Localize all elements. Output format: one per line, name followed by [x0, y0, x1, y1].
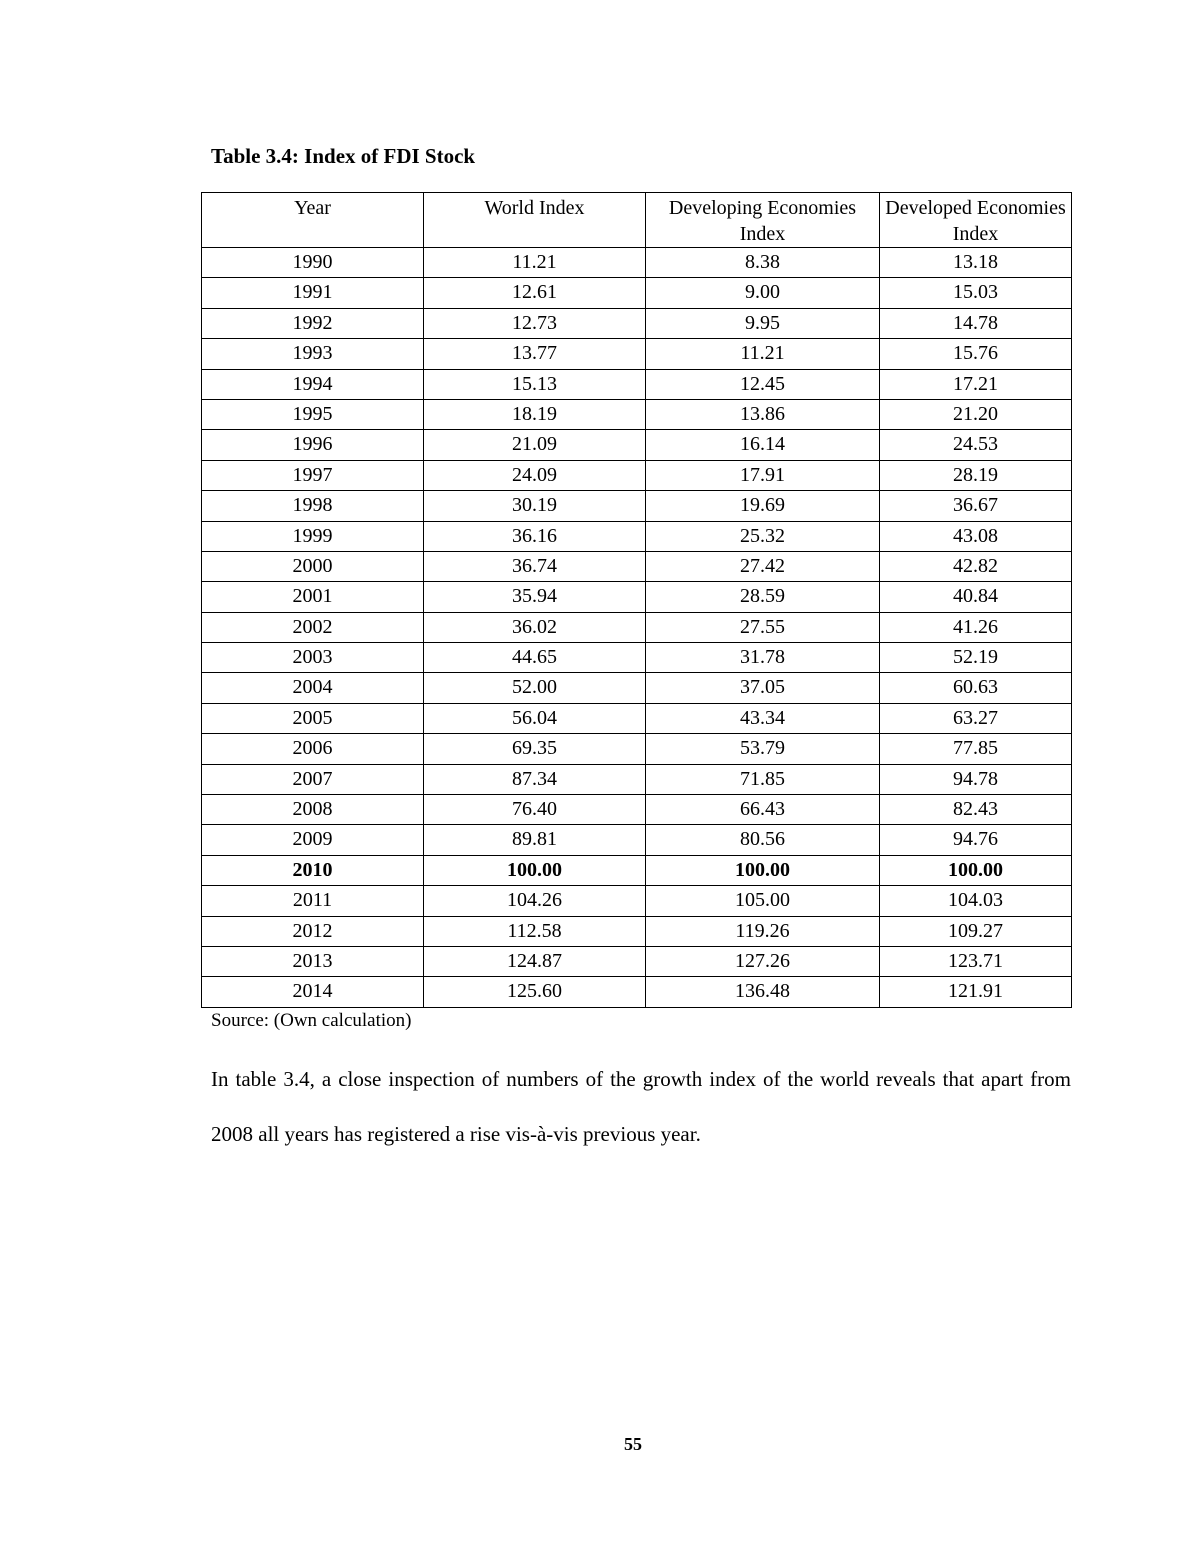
- cell-world-index: 87.34: [424, 764, 646, 794]
- cell-world-index: 52.00: [424, 673, 646, 703]
- table-row: [202, 855, 1072, 885]
- cell-developed-index: 104.03: [880, 886, 1072, 916]
- table-body: [202, 248, 1072, 1008]
- cell-year: 2000: [202, 551, 424, 581]
- cell-world-index: 36.02: [424, 612, 646, 642]
- cell-year: 2010: [202, 855, 424, 885]
- cell-developed-index: 77.85: [880, 734, 1072, 764]
- table-row: [202, 248, 1072, 278]
- cell-world-index: 35.94: [424, 582, 646, 612]
- cell-developed-index: 121.91: [880, 977, 1072, 1007]
- cell-year: 1990: [202, 248, 424, 278]
- table-row: [202, 643, 1072, 673]
- source-note: Source: (Own calculation): [211, 1010, 412, 1031]
- cell-developing-index: 71.85: [646, 764, 880, 794]
- cell-developed-index: 42.82: [880, 551, 1072, 581]
- table-row: [202, 582, 1072, 612]
- header-world-index: World Index: [424, 193, 646, 248]
- cell-developing-index: 25.32: [646, 521, 880, 551]
- cell-world-index: 89.81: [424, 825, 646, 855]
- cell-developing-index: 12.45: [646, 369, 880, 399]
- cell-world-index: 15.13: [424, 369, 646, 399]
- cell-world-index: 56.04: [424, 703, 646, 733]
- cell-year: 2007: [202, 764, 424, 794]
- cell-world-index: 36.74: [424, 551, 646, 581]
- table-header-row: [202, 193, 1072, 248]
- table-row: [202, 521, 1072, 551]
- cell-developed-index: 94.78: [880, 764, 1072, 794]
- cell-developing-index: 9.00: [646, 278, 880, 308]
- cell-developing-index: 80.56: [646, 825, 880, 855]
- cell-developing-index: 43.34: [646, 703, 880, 733]
- cell-year: 2008: [202, 795, 424, 825]
- cell-world-index: 11.21: [424, 248, 646, 278]
- cell-year: 1995: [202, 399, 424, 429]
- cell-developed-index: 24.53: [880, 430, 1072, 460]
- cell-developed-index: 43.08: [880, 521, 1072, 551]
- cell-developing-index: 8.38: [646, 248, 880, 278]
- cell-developing-index: 119.26: [646, 916, 880, 946]
- cell-year: 1994: [202, 369, 424, 399]
- cell-world-index: 125.60: [424, 977, 646, 1007]
- cell-developing-index: 31.78: [646, 643, 880, 673]
- cell-developing-index: 66.43: [646, 795, 880, 825]
- cell-developing-index: 100.00: [646, 855, 880, 885]
- page-number: 55: [624, 1434, 642, 1454]
- cell-developed-index: 36.67: [880, 491, 1072, 521]
- table-row: [202, 278, 1072, 308]
- table-row: [202, 825, 1072, 855]
- cell-developed-index: 40.84: [880, 582, 1072, 612]
- table-row: [202, 764, 1072, 794]
- table-row: [202, 734, 1072, 764]
- table-row: [202, 795, 1072, 825]
- cell-year: 1997: [202, 460, 424, 490]
- cell-year: 2004: [202, 673, 424, 703]
- table-caption: Table 3.4: Index of FDI Stock: [211, 144, 476, 168]
- cell-world-index: 36.16: [424, 521, 646, 551]
- cell-year: 2013: [202, 946, 424, 976]
- cell-year: 2006: [202, 734, 424, 764]
- cell-world-index: 44.65: [424, 643, 646, 673]
- cell-developed-index: 109.27: [880, 916, 1072, 946]
- cell-developed-index: 94.76: [880, 825, 1072, 855]
- cell-developed-index: 123.71: [880, 946, 1072, 976]
- table-row: [202, 946, 1072, 976]
- table-row: [202, 308, 1072, 338]
- cell-developed-index: 100.00: [880, 855, 1072, 885]
- table-row: [202, 339, 1072, 369]
- cell-developing-index: 16.14: [646, 430, 880, 460]
- cell-developed-index: 28.19: [880, 460, 1072, 490]
- cell-world-index: 104.26: [424, 886, 646, 916]
- cell-year: 2009: [202, 825, 424, 855]
- cell-world-index: 21.09: [424, 430, 646, 460]
- cell-year: 1993: [202, 339, 424, 369]
- cell-year: 1992: [202, 308, 424, 338]
- cell-world-index: 13.77: [424, 339, 646, 369]
- cell-developing-index: 19.69: [646, 491, 880, 521]
- cell-year: 2003: [202, 643, 424, 673]
- cell-world-index: 12.73: [424, 308, 646, 338]
- cell-developing-index: 27.42: [646, 551, 880, 581]
- cell-year: 1991: [202, 278, 424, 308]
- cell-developing-index: 127.26: [646, 946, 880, 976]
- cell-world-index: 76.40: [424, 795, 646, 825]
- cell-developing-index: 11.21: [646, 339, 880, 369]
- cell-year: 1996: [202, 430, 424, 460]
- table-row: [202, 369, 1072, 399]
- cell-developed-index: 17.21: [880, 369, 1072, 399]
- cell-developed-index: 15.03: [880, 278, 1072, 308]
- table-row: [202, 886, 1072, 916]
- cell-developing-index: 53.79: [646, 734, 880, 764]
- cell-developed-index: 14.78: [880, 308, 1072, 338]
- cell-world-index: 100.00: [424, 855, 646, 885]
- table-row: [202, 977, 1072, 1007]
- cell-year: 2001: [202, 582, 424, 612]
- cell-developing-index: 17.91: [646, 460, 880, 490]
- cell-world-index: 69.35: [424, 734, 646, 764]
- table-row: [202, 612, 1072, 642]
- cell-developing-index: 13.86: [646, 399, 880, 429]
- cell-developed-index: 13.18: [880, 248, 1072, 278]
- cell-developed-index: 15.76: [880, 339, 1072, 369]
- table-row: [202, 673, 1072, 703]
- cell-world-index: 18.19: [424, 399, 646, 429]
- cell-world-index: 30.19: [424, 491, 646, 521]
- cell-developing-index: 28.59: [646, 582, 880, 612]
- cell-developed-index: 52.19: [880, 643, 1072, 673]
- header-developed-index: Developed Economies Index: [880, 193, 1072, 248]
- table-row: [202, 399, 1072, 429]
- cell-world-index: 112.58: [424, 916, 646, 946]
- cell-year: 2014: [202, 977, 424, 1007]
- header-year: Year: [202, 193, 424, 248]
- fdi-index-table: [201, 192, 1072, 1008]
- table-row: [202, 551, 1072, 581]
- cell-year: 1999: [202, 521, 424, 551]
- table-row: [202, 430, 1072, 460]
- cell-developing-index: 105.00: [646, 886, 880, 916]
- cell-year: 1998: [202, 491, 424, 521]
- body-paragraph: In table 3.4, a close inspection of numbers of the growth index of the world reveals that apart from 2008 all years has registered a rise vis-à-vis previous year.: [211, 1067, 1071, 1146]
- cell-developing-index: 136.48: [646, 977, 880, 1007]
- cell-developed-index: 41.26: [880, 612, 1072, 642]
- table-row: [202, 491, 1072, 521]
- cell-developed-index: 21.20: [880, 399, 1072, 429]
- table-row: [202, 460, 1072, 490]
- table-row: [202, 916, 1072, 946]
- cell-year: 2012: [202, 916, 424, 946]
- header-developing-index: Developing Economies Index: [646, 193, 880, 248]
- cell-year: 2005: [202, 703, 424, 733]
- table-row: [202, 703, 1072, 733]
- cell-developed-index: 60.63: [880, 673, 1072, 703]
- cell-developing-index: 27.55: [646, 612, 880, 642]
- cell-year: 2002: [202, 612, 424, 642]
- cell-developed-index: 63.27: [880, 703, 1072, 733]
- cell-world-index: 12.61: [424, 278, 646, 308]
- cell-developing-index: 9.95: [646, 308, 880, 338]
- cell-developed-index: 82.43: [880, 795, 1072, 825]
- cell-developing-index: 37.05: [646, 673, 880, 703]
- cell-year: 2011: [202, 886, 424, 916]
- cell-world-index: 24.09: [424, 460, 646, 490]
- cell-world-index: 124.87: [424, 946, 646, 976]
